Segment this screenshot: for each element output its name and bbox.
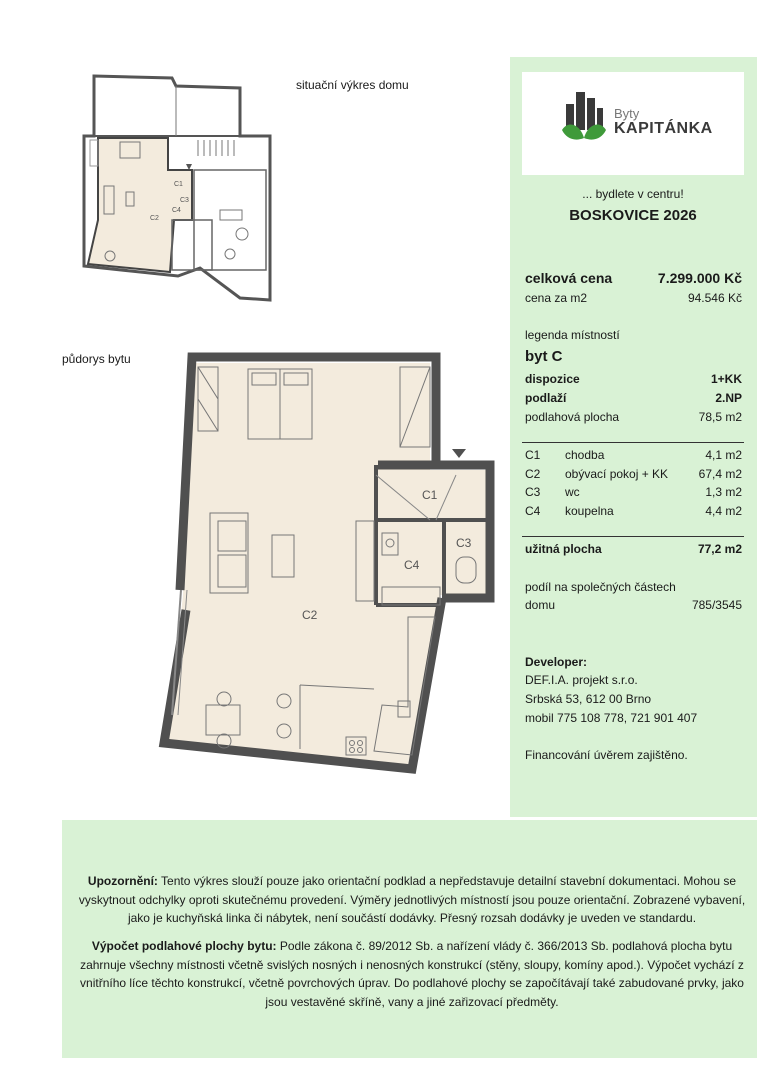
room-area: 4,1 m2: [705, 448, 742, 462]
warning-note: [72, 872, 752, 928]
layout-value: 1+KK: [710, 372, 742, 386]
floor-area-label: podlahová plocha: [525, 410, 620, 424]
room-row: [525, 485, 742, 499]
room-name: obývací pokoj + KK: [565, 467, 669, 481]
warning-text: Tento výkres slouží pouze jako orientační podklad a nepředstavuje detailní stavební dokumentaci. Mohou se vyskytnout odchylky oproti skutečnému provedení. Výměry jednotlivých místností jsou pouze orientační. Zobrazené vybavení, jako je kuchyňská linka či nábytek, není součástí dodávky. Přesný rozsah dodávky je uveden ve standardu.: [78, 874, 746, 925]
plan-label-c1: C1: [422, 488, 438, 502]
developer-address: Srbská 53, 612 00 Brno: [525, 692, 652, 706]
site-label-c2: C2: [150, 215, 159, 222]
building-leaf-icon: [560, 86, 608, 148]
room-code: C3: [525, 485, 541, 499]
room-area: 4,4 m2: [705, 504, 742, 518]
tagline: ... bydlete v centru!: [582, 187, 684, 201]
room-row: [525, 467, 742, 481]
developer-phone: mobil 775 108 778, 721 901 407: [525, 711, 698, 725]
share-value: 785/3545: [691, 598, 742, 612]
project-title: BOSKOVICE 2026: [569, 207, 697, 224]
share-row: [525, 598, 742, 612]
layout-label: dispozice: [525, 372, 580, 386]
room-row: [525, 448, 742, 462]
room-row: [525, 504, 742, 518]
plan-label-c2: C2: [302, 608, 318, 622]
share-label-2: domu: [525, 598, 556, 612]
logo-line1: Byty: [614, 106, 640, 121]
plan-label-c4: C4: [404, 558, 420, 572]
site-label-c4: C4: [172, 207, 181, 214]
calc-note: [72, 937, 752, 1011]
floor-plan-caption: půdorys bytu: [62, 352, 131, 366]
site-label-c1: C1: [174, 181, 183, 188]
usable-area-value: 77,2 m2: [697, 542, 742, 556]
developer-name: DEF.I.A. projekt s.r.o.: [525, 673, 638, 687]
divider: [522, 442, 744, 443]
price-per-m2-label: cena za m2: [525, 291, 588, 305]
share-label-1: podíl na společných částech: [525, 580, 676, 594]
plan-label-c3: C3: [456, 536, 472, 550]
price-per-m2-value: 94.546 Kč: [687, 291, 742, 305]
floor-value: 2.NP: [715, 391, 742, 405]
calc-text: Podle zákona č. 89/2012 Sb. a nařízení vlády č. 366/2013 Sb. podlahová plocha bytu zahrnuje všechny místnosti včetně svislých nosných i nenosných konstrukcí (stěny, sloupy, komíny apod.). Výpočet vychází z vnitřního líce těchto konstrukcí, včetně povrchových úprav. Do podlahové plochy se započítávají také zabudované prvky, jako jsou vestavěné skříně, vany a jiné zařizovací předměty.: [80, 939, 744, 1009]
price-per-m2-row: [525, 291, 742, 305]
usable-area-row: [525, 542, 742, 556]
room-name: koupelna: [565, 504, 614, 518]
logo-line2: KAPITÁNKA: [614, 120, 713, 137]
legend-heading: legenda místností: [525, 328, 620, 342]
total-price-value: 7.299.000 Kč: [657, 270, 742, 286]
site-plan-caption: situační výkres domu: [296, 78, 409, 92]
floor-area-row: [525, 410, 742, 424]
room-code: C1: [525, 448, 541, 462]
developer-heading: Developer:: [525, 655, 588, 669]
divider: [522, 536, 744, 537]
warning-label: Upozornění:: [87, 874, 158, 888]
unit-name: byt C: [525, 348, 563, 365]
site-label-c3: C3: [180, 197, 189, 204]
site-plan-drawing: [80, 70, 280, 302]
total-price-label: celková cena: [525, 270, 613, 286]
floor-label: podlaží: [525, 391, 567, 405]
layout-row: [525, 372, 742, 386]
room-code: C2: [525, 467, 541, 481]
floor-area-value: 78,5 m2: [698, 410, 742, 424]
floor-plan-drawing: [150, 345, 500, 775]
room-code: C4: [525, 504, 541, 518]
usable-area-label: užitná plocha: [525, 542, 602, 556]
floor-row: [525, 391, 742, 405]
calc-label: Výpočet podlahové plochy bytu:: [91, 939, 277, 953]
room-name: chodba: [565, 448, 605, 462]
total-price-row: [525, 270, 742, 286]
room-area: 1,3 m2: [705, 485, 742, 499]
room-name: wc: [565, 485, 580, 499]
room-area: 67,4 m2: [698, 467, 742, 481]
logo: [522, 72, 744, 175]
financing-note: Financování úvěrem zajištěno.: [525, 748, 688, 762]
